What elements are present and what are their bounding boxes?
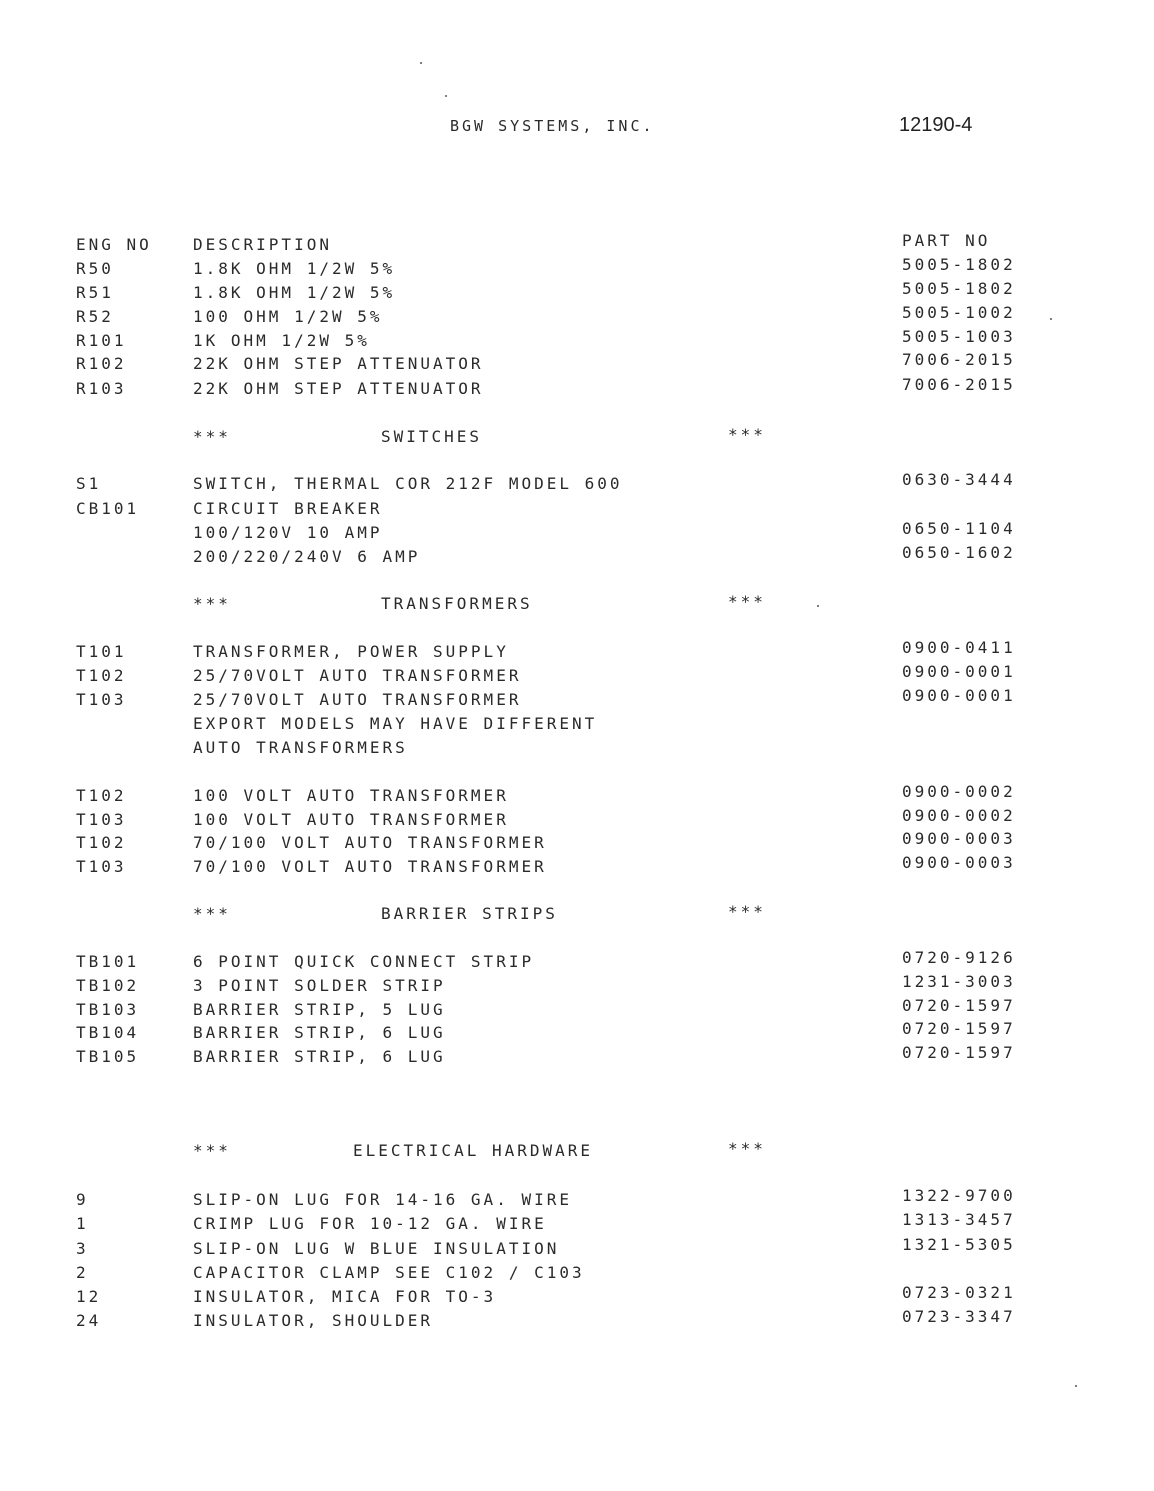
company-name: BGW SYSTEMS, INC.	[450, 117, 655, 135]
eng-no-cell: T102	[76, 833, 127, 852]
description-cell: CAPACITOR CLAMP SEE C102 / C103	[193, 1263, 585, 1282]
description-cell: INSULATOR, MICA FOR TO-3	[193, 1287, 497, 1306]
part-no-cell: 0900-0002	[902, 806, 1016, 825]
part-no-cell: 5005-1003	[902, 327, 1016, 346]
part-no-cell: 0900-0003	[902, 829, 1016, 848]
description-cell: BARRIER STRIP, 6 LUG	[193, 1023, 446, 1042]
part-no-cell: 0900-0003	[902, 853, 1016, 872]
eng-no-cell: T103	[76, 810, 127, 829]
description-cell: CRIMP LUG FOR 10-12 GA. WIRE	[193, 1214, 547, 1233]
eng-no-cell: 12	[76, 1287, 102, 1306]
description-cell: 3 POINT SOLDER STRIP	[193, 976, 446, 995]
eng-no-cell: T103	[76, 857, 127, 876]
column-header-eng-no: ENG NO	[76, 235, 152, 254]
part-no-cell: 0900-0002	[902, 782, 1016, 801]
section-stars-left: ***	[193, 594, 231, 613]
part-no-cell: 0650-1104	[902, 519, 1016, 538]
description-cell: 1K OHM 1/2W 5%	[193, 331, 370, 350]
section-stars-left: ***	[193, 427, 231, 446]
eng-no-cell: 1	[76, 1214, 89, 1233]
part-no-cell: 0720-1597	[902, 996, 1016, 1015]
part-no-cell: 0723-3347	[902, 1307, 1016, 1326]
part-no-cell: 5005-1002	[902, 303, 1016, 322]
part-no-cell: 0900-0411	[902, 638, 1016, 657]
eng-no-cell: R51	[76, 283, 114, 302]
part-no-cell: 7006-2015	[902, 375, 1016, 394]
description-cell: TRANSFORMER, POWER SUPPLY	[193, 642, 509, 661]
section-title: BARRIER STRIPS	[381, 904, 558, 923]
part-no-cell: 1321-5305	[902, 1235, 1016, 1254]
eng-no-cell: 2	[76, 1263, 89, 1282]
description-cell: BARRIER STRIP, 5 LUG	[193, 1000, 446, 1019]
eng-no-cell: 9	[76, 1190, 89, 1209]
part-no-cell: 0630-3444	[902, 470, 1016, 489]
eng-no-cell: CB101	[76, 499, 140, 518]
part-no-cell: 7006-2015	[902, 350, 1016, 369]
eng-no-cell: R101	[76, 331, 127, 350]
description-cell: 22K OHM STEP ATTENUATOR	[193, 379, 484, 398]
part-no-cell: 5005-1802	[902, 279, 1016, 298]
eng-no-cell: T102	[76, 666, 127, 685]
description-cell: 70/100 VOLT AUTO TRANSFORMER	[193, 833, 547, 852]
part-no-cell: 0720-1597	[902, 1043, 1016, 1062]
description-cell: SWITCH, THERMAL COR 212F MODEL 600	[193, 474, 623, 493]
part-no-cell: 0720-1597	[902, 1019, 1016, 1038]
section-stars-left: ***	[193, 904, 231, 923]
scan-speck	[445, 95, 447, 97]
description-cell: EXPORT MODELS MAY HAVE DIFFERENT	[193, 714, 598, 733]
part-no-cell: 1313-3457	[902, 1210, 1016, 1229]
description-cell: SLIP-ON LUG FOR 14-16 GA. WIRE	[193, 1190, 572, 1209]
part-no-cell: 0720-9126	[902, 948, 1016, 967]
section-title: TRANSFORMERS	[381, 594, 533, 613]
eng-no-cell: R50	[76, 259, 114, 278]
section-stars-right: ***	[728, 902, 766, 921]
part-no-cell: 5005-1802	[902, 255, 1016, 274]
scan-speck	[420, 62, 422, 64]
description-cell: 1.8K OHM 1/2W 5%	[193, 259, 396, 278]
description-cell: 22K OHM STEP ATTENUATOR	[193, 354, 484, 373]
eng-no-cell: TB102	[76, 976, 140, 995]
part-no-cell: 0723-0321	[902, 1283, 1016, 1302]
description-cell: AUTO TRANSFORMERS	[193, 738, 408, 757]
description-cell: 100 OHM 1/2W 5%	[193, 307, 383, 326]
eng-no-cell: R103	[76, 379, 127, 398]
description-cell: INSULATOR, SHOULDER	[193, 1311, 434, 1330]
description-cell: SLIP-ON LUG W BLUE INSULATION	[193, 1239, 560, 1258]
section-title: SWITCHES	[381, 427, 483, 446]
eng-no-cell: 24	[76, 1311, 102, 1330]
description-cell: 100/120V 10 AMP	[193, 523, 383, 542]
eng-no-cell: TB101	[76, 952, 140, 971]
section-stars-right: ***	[728, 592, 766, 611]
description-cell: 25/70VOLT AUTO TRANSFORMER	[193, 690, 522, 709]
scan-speck	[1050, 318, 1052, 320]
part-no-cell: 0900-0001	[902, 686, 1016, 705]
eng-no-cell: R52	[76, 307, 114, 326]
section-title: ELECTRICAL HARDWARE	[353, 1141, 594, 1160]
part-no-cell: 1231-3003	[902, 972, 1016, 991]
scan-speck	[817, 605, 819, 607]
description-cell: 1.8K OHM 1/2W 5%	[193, 283, 396, 302]
section-stars-right: ***	[728, 1139, 766, 1158]
eng-no-cell: TB105	[76, 1047, 140, 1066]
description-cell: 200/220/240V 6 AMP	[193, 547, 421, 566]
column-header-description: DESCRIPTION	[193, 235, 332, 254]
description-cell: 6 POINT QUICK CONNECT STRIP	[193, 952, 535, 971]
description-cell: CIRCUIT BREAKER	[193, 499, 383, 518]
column-header-part-no: PART NO	[902, 231, 991, 250]
description-cell: 25/70VOLT AUTO TRANSFORMER	[193, 666, 522, 685]
section-stars-left: ***	[193, 1141, 231, 1160]
eng-no-cell: T102	[76, 786, 127, 805]
part-no-cell: 1322-9700	[902, 1186, 1016, 1205]
description-cell: 100 VOLT AUTO TRANSFORMER	[193, 786, 509, 805]
part-no-cell: 0900-0001	[902, 662, 1016, 681]
description-cell: 100 VOLT AUTO TRANSFORMER	[193, 810, 509, 829]
eng-no-cell: S1	[76, 474, 102, 493]
section-stars-right: ***	[728, 425, 766, 444]
eng-no-cell: TB103	[76, 1000, 140, 1019]
eng-no-cell: 3	[76, 1239, 89, 1258]
description-cell: 70/100 VOLT AUTO TRANSFORMER	[193, 857, 547, 876]
scan-speck	[1075, 1385, 1077, 1387]
eng-no-cell: TB104	[76, 1023, 140, 1042]
document-number: 12190-4	[899, 114, 973, 136]
description-cell: BARRIER STRIP, 6 LUG	[193, 1047, 446, 1066]
eng-no-cell: T103	[76, 690, 127, 709]
part-no-cell: 0650-1602	[902, 543, 1016, 562]
eng-no-cell: T101	[76, 642, 127, 661]
eng-no-cell: R102	[76, 354, 127, 373]
